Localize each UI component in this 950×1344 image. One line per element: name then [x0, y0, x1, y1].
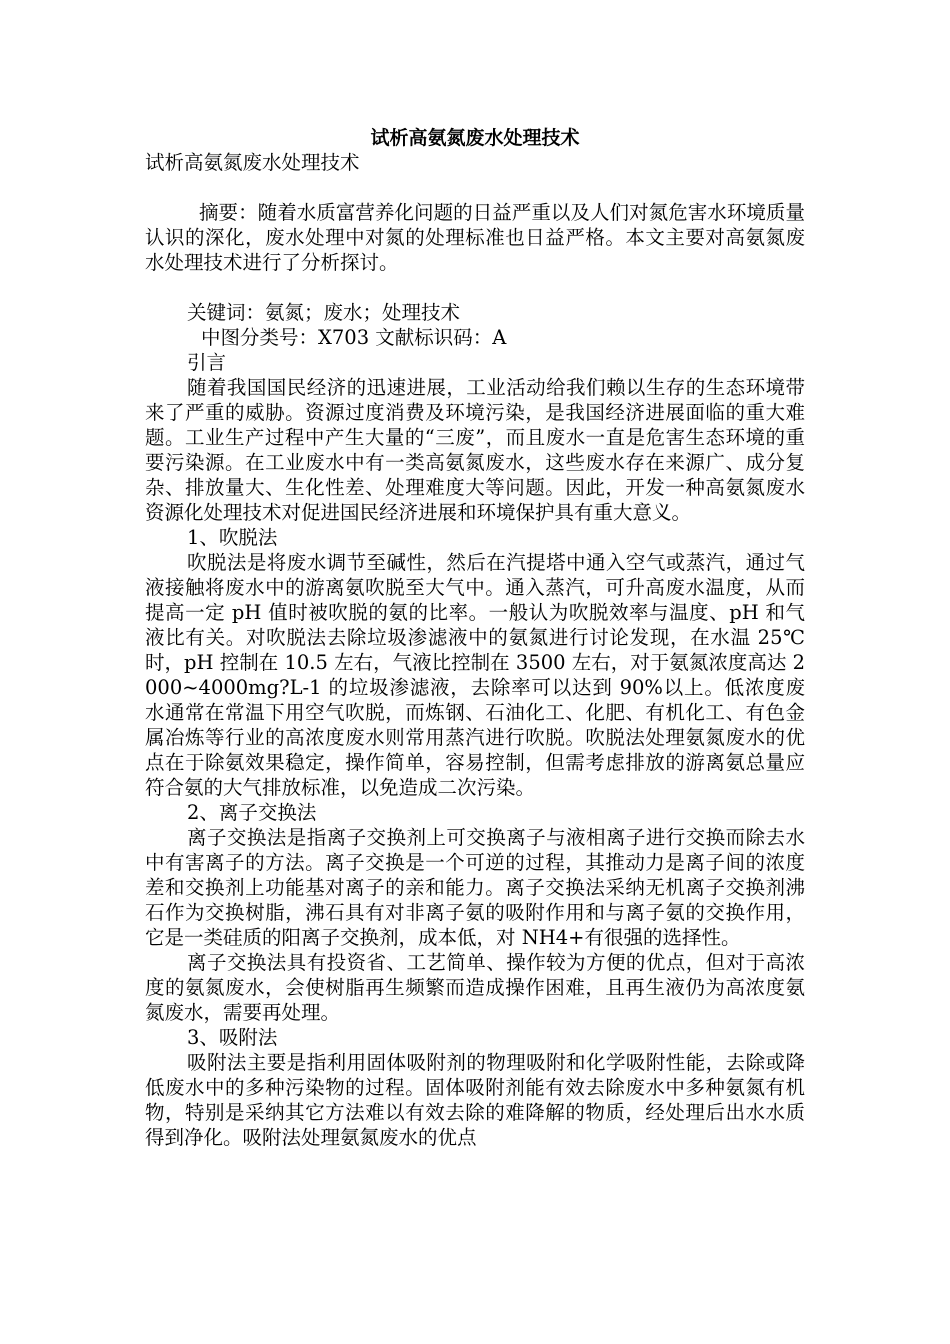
section2-heading: 2、离子交换法	[187, 801, 317, 824]
classification-line: 中图分类号：X703 文献标识码：A	[201, 326, 507, 349]
intro-paragraph: 随着我国国民经济的迅速进展，工业活动给我们赖以生存的生态环境带来了严重的威胁。资源过度消费及环境污染，是我国经济进展面临的重大难题。工业生产过程中产生大量的“三废”，而且废水一直是危害生态环境的重要污染源。在工业废水中有一类高氨氮废水，这些废水存在来源广、成分复杂、排放量大、生化性差、处理难度大等问题。因此，开发一种高氨氮废水资源化处理技术对促进国民经济进展和环境保护具有重大意义。	[145, 376, 805, 524]
document-subtitle: 试析高氨氮废水处理技术	[145, 151, 360, 174]
section1-heading: 1、吹脱法	[187, 526, 278, 549]
keywords-line: 关键词：氨氮；废水；处理技术	[187, 301, 461, 324]
abstract-paragraph: 摘要：随着水质富营养化问题的日益严重以及人们对氮危害水环境质量认识的深化，废水处理中对氮的处理标准也日益严格。本文主要对高氨氮废水处理技术进行了分析探讨。	[145, 201, 805, 274]
section2-paragraph-2: 离子交换法具有投资省、工艺简单、操作较为方便的优点，但对于高浓度的氨氮废水，会使树脂再生频繁而造成操作困难，且再生液仍为高浓度氨氮废水，需要再处理。	[145, 951, 805, 1024]
section3-paragraph: 吸附法主要是指利用固体吸附剂的物理吸附和化学吸附性能，去除或降低废水中的多种污染物的过程。固体吸附剂能有效去除废水中多种氨氮有机物，特别是采纳其它方法难以有效去除的难降解的物质，经处理后出水水质得到净化。吸附法处理氨氮废水的优点	[145, 1051, 805, 1149]
section3-heading: 3、吸附法	[187, 1026, 278, 1049]
intro-heading: 引言	[187, 351, 227, 374]
section1-paragraph: 吹脱法是将废水调节至碱性，然后在汽提塔中通入空气或蒸汽，通过气液接触将废水中的游离氨吹脱至大气中。通入蒸汽，可升高废水温度，从而提高一定 pH 值时被吹脱的氨的比率。一般认为吹脱效率与温度、pH 和气液比有关。对吹脱法去除垃圾渗滤液中的氨氮进行讨论发现，在水温 25℃时，pH 控制在 10.5 左右，气液比控制在 3500 左右，对于氨氮浓度高达 2000~4000mg?L-1 的垃圾渗滤液，去除率可以达到 90%以上。低浓度废水通常在常温下用空气吹脱，而炼钢、石油化工、化肥、有机化工、有色金属冶炼等行业的高浓度废水则常用蒸汽进行吹脱。吹脱法处理氨氮废水的优点在于除氨效果稳定，操作简单，容易控制，但需考虑排放的游离氨总量应符合氨的大气排放标准，以免造成二次污染。	[145, 551, 805, 799]
document-body	[145, 150, 805, 1150]
section2-paragraph-1: 离子交换法是指离子交换剂上可交换离子与液相离子进行交换而除去水中有害离子的方法。离子交换是一个可逆的过程，其推动力是离子间的浓度差和交换剂上功能基对离子的亲和能力。离子交换法采纳无机离子交换剂沸石作为交换树脂，沸石具有对非离子氨的吸附作用和与离子氨的交换作用，它是一类硅质的阳离子交换剂，成本低，对 NH4+有很强的选择性。	[145, 826, 805, 949]
document-title: 试析高氨氮废水处理技术	[370, 127, 580, 149]
